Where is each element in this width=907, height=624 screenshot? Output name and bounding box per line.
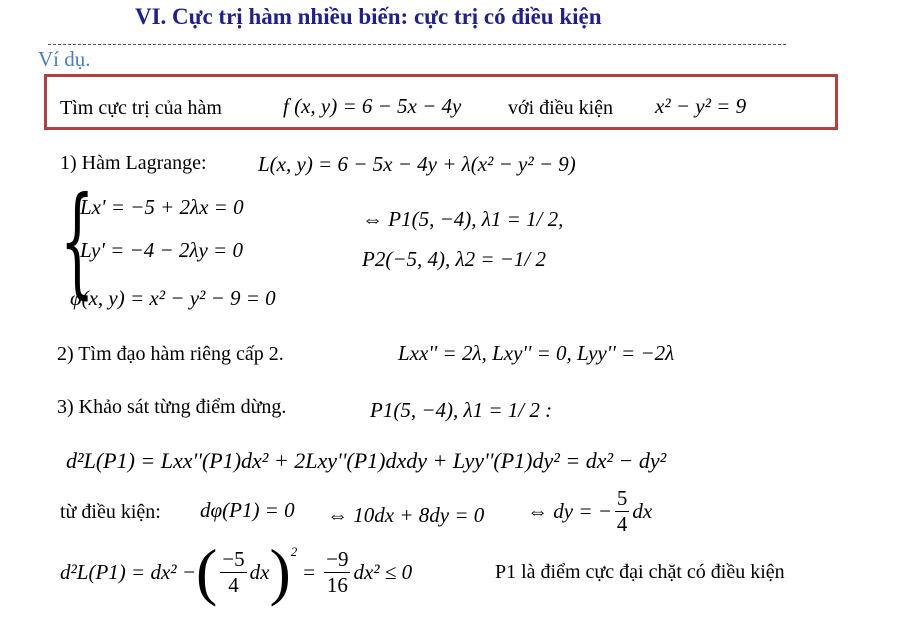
problem-constraint: x² − y² = 9	[655, 94, 747, 118]
condition-dy	[527, 486, 652, 537]
page-title: VI. Cực trị hàm nhiều biến: cực trị có điều kiện	[135, 4, 602, 29]
lagrange-function: L(x, y) = 6 − 5x − 4y + λ(x² − y² − 9)	[258, 152, 576, 176]
final-rhs-fraction	[324, 547, 350, 598]
condition-dy-tail: dx	[632, 499, 653, 523]
step3-label: 3) Khảo sát từng điểm dừng.	[57, 396, 287, 418]
solution-p1: ⇔ P1(5, −4), λ1 = 1/ 2,	[362, 207, 564, 231]
step2-label: 2) Tìm đạo hàm riêng cấp 2.	[57, 343, 284, 365]
condition-linear: ⇔ 10dx + 8dy = 0	[327, 503, 485, 527]
condition-dphi: dφ(P1) = 0	[200, 498, 295, 522]
condition-dy-den: 4	[616, 512, 628, 536]
final-rhs-den: 16	[326, 572, 348, 597]
final-mid: dx	[249, 559, 270, 584]
title-divider	[48, 44, 786, 45]
final-inner-fraction	[220, 547, 246, 598]
final-inner-num: −5	[222, 546, 245, 571]
conclusion: P1 là điểm cực đại chặt có điều kiện	[495, 561, 785, 583]
final-expression	[60, 536, 413, 607]
example-label: Ví dụ.	[38, 47, 91, 71]
final-rhs-tail: dx² ≤ 0	[353, 559, 413, 584]
condition-dy-fraction	[615, 486, 630, 537]
condition-dy-lhs: ⇔ dy = −	[527, 499, 612, 523]
left-paren: (	[196, 536, 218, 607]
condition-label: từ điều kiện:	[60, 501, 161, 523]
final-rhs-num: −9	[326, 546, 349, 571]
system-brace: {	[60, 172, 95, 311]
condition-dy-num: 5	[616, 486, 628, 510]
second-differential: d²L(P1) = Lxx''(P1)dx² + 2Lxy''(P1)dxdy + Lyy''(P1)dy² = dx² − dy²	[66, 448, 667, 473]
system-eq3: φ(x, y) = x² − y² − 9 = 0	[70, 286, 276, 310]
problem-function: f (x, y) = 6 − 5x − 4y	[283, 94, 462, 118]
step1-label: 1) Hàm Lagrange:	[60, 152, 207, 174]
problem-prefix: Tìm cực trị của hàm	[60, 97, 222, 119]
stationary-point: P1(5, −4), λ1 = 1/ 2 :	[370, 398, 553, 422]
system-eq2: Ly' = −4 − 2λy = 0	[80, 238, 243, 262]
final-lhs: d²L(P1) = dx² −	[60, 559, 196, 584]
right-paren: )	[269, 536, 291, 607]
system-eq1: Lx' = −5 + 2λx = 0	[80, 195, 244, 219]
second-derivatives: Lxx'' = 2λ, Lxy'' = 0, Lyy'' = −2λ	[398, 341, 675, 365]
square-exponent: 2	[290, 544, 298, 559]
equals-sign: =	[303, 559, 316, 584]
final-inner-den: 4	[228, 572, 239, 597]
problem-middle: với điều kiện	[508, 97, 613, 119]
solution-p2: P2(−5, 4), λ2 = −1/ 2	[362, 247, 547, 271]
